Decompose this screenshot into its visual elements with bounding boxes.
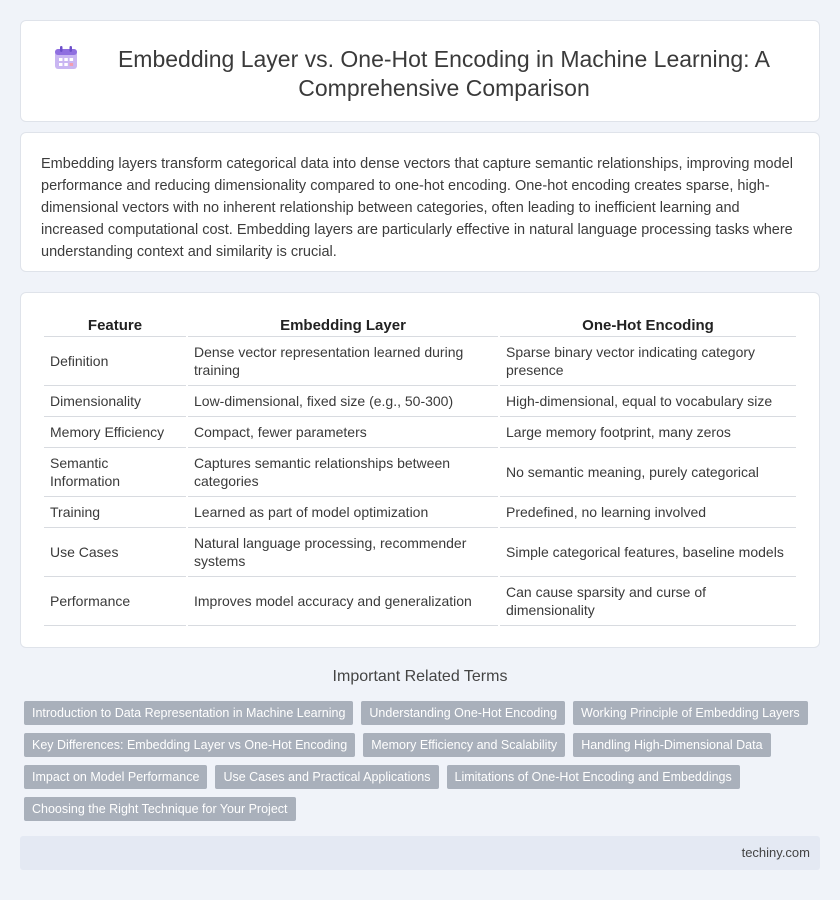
footer-site-link[interactable]: techiny.com bbox=[741, 845, 810, 860]
table-row bbox=[44, 417, 796, 448]
one-hot-cell: Simple categorical features, baseline models bbox=[500, 528, 796, 577]
embedding-cell: Learned as part of model optimization bbox=[188, 497, 498, 528]
one-hot-cell: Sparse binary vector indicating category presence bbox=[500, 337, 796, 386]
table-row bbox=[44, 528, 796, 577]
footer bbox=[20, 836, 820, 870]
embedding-cell: Dense vector representation learned during training bbox=[188, 337, 498, 386]
one-hot-cell: Can cause sparsity and curse of dimensionality bbox=[500, 577, 796, 626]
one-hot-cell: Large memory footprint, many zeros bbox=[500, 417, 796, 448]
one-hot-cell: High-dimensional, equal to vocabulary size bbox=[500, 386, 796, 417]
table-row bbox=[44, 386, 796, 417]
related-term-tag[interactable]: Memory Efficiency and Scalability bbox=[363, 733, 565, 757]
comparison-table bbox=[42, 313, 798, 626]
related-term-tag[interactable]: Handling High-Dimensional Data bbox=[573, 733, 770, 757]
header-feature: Feature bbox=[44, 313, 186, 337]
calendar-icon bbox=[51, 43, 81, 73]
intro-card bbox=[20, 132, 820, 272]
embedding-cell: Improves model accuracy and generalization bbox=[188, 577, 498, 626]
intro-paragraph: Embedding layers transform categorical data into dense vectors that capture semantic relationships, improving model performance and reducing dimensionality compared to one-hot encoding. One-hot encoding creates sparse, high-dimensional vectors with no inherent relationship between categories, often leading to inefficient learning and increased computational cost. Embedding layers are particularly effective in natural language processing tasks where understanding context and similarity is crucial. bbox=[41, 156, 793, 260]
related-term-tag[interactable]: Understanding One-Hot Encoding bbox=[361, 701, 565, 725]
table-row bbox=[44, 337, 796, 386]
feature-cell: Memory Efficiency bbox=[44, 417, 186, 448]
header-one-hot-encoding: One-Hot Encoding bbox=[500, 313, 796, 337]
related-term-tag[interactable]: Limitations of One-Hot Encoding and Embeddings bbox=[447, 765, 740, 789]
related-term-tag[interactable]: Introduction to Data Representation in Machine Learning bbox=[24, 701, 353, 725]
header-embedding-layer: Embedding Layer bbox=[188, 313, 498, 337]
feature-cell: Training bbox=[44, 497, 186, 528]
table-row bbox=[44, 497, 796, 528]
related-term-tag[interactable]: Working Principle of Embedding Layers bbox=[573, 701, 808, 725]
feature-cell: Definition bbox=[44, 337, 186, 386]
table-header-row bbox=[44, 313, 796, 337]
related-term-tag[interactable]: Use Cases and Practical Applications bbox=[215, 765, 438, 789]
title-card bbox=[20, 20, 820, 122]
feature-cell: Performance bbox=[44, 577, 186, 626]
feature-cell: Dimensionality bbox=[44, 386, 186, 417]
one-hot-cell: No semantic meaning, purely categorical bbox=[500, 448, 796, 497]
feature-cell: Semantic Information bbox=[44, 448, 186, 497]
table-row bbox=[44, 448, 796, 497]
embedding-cell: Compact, fewer parameters bbox=[188, 417, 498, 448]
feature-cell: Use Cases bbox=[44, 528, 186, 577]
related-term-tag[interactable]: Impact on Model Performance bbox=[24, 765, 207, 789]
related-term-tag[interactable]: Key Differences: Embedding Layer vs One-Hot Encoding bbox=[24, 733, 355, 757]
related-terms-heading: Important Related Terms bbox=[332, 668, 508, 685]
related-term-tag[interactable]: Choosing the Right Technique for Your Project bbox=[24, 797, 296, 821]
embedding-cell: Natural language processing, recommender systems bbox=[188, 528, 498, 577]
table-row bbox=[44, 577, 796, 626]
page-title: Embedding Layer vs. One-Hot Encoding in Machine Learning: A Comprehensive Comparison bbox=[117, 46, 771, 101]
embedding-cell: Captures semantic relationships between categories bbox=[188, 448, 498, 497]
one-hot-cell: Predefined, no learning involved bbox=[500, 497, 796, 528]
comparison-card bbox=[20, 292, 820, 648]
related-terms-list bbox=[24, 701, 814, 821]
embedding-cell: Low-dimensional, fixed size (e.g., 50-300) bbox=[188, 386, 498, 417]
title-wrap bbox=[21, 21, 819, 103]
